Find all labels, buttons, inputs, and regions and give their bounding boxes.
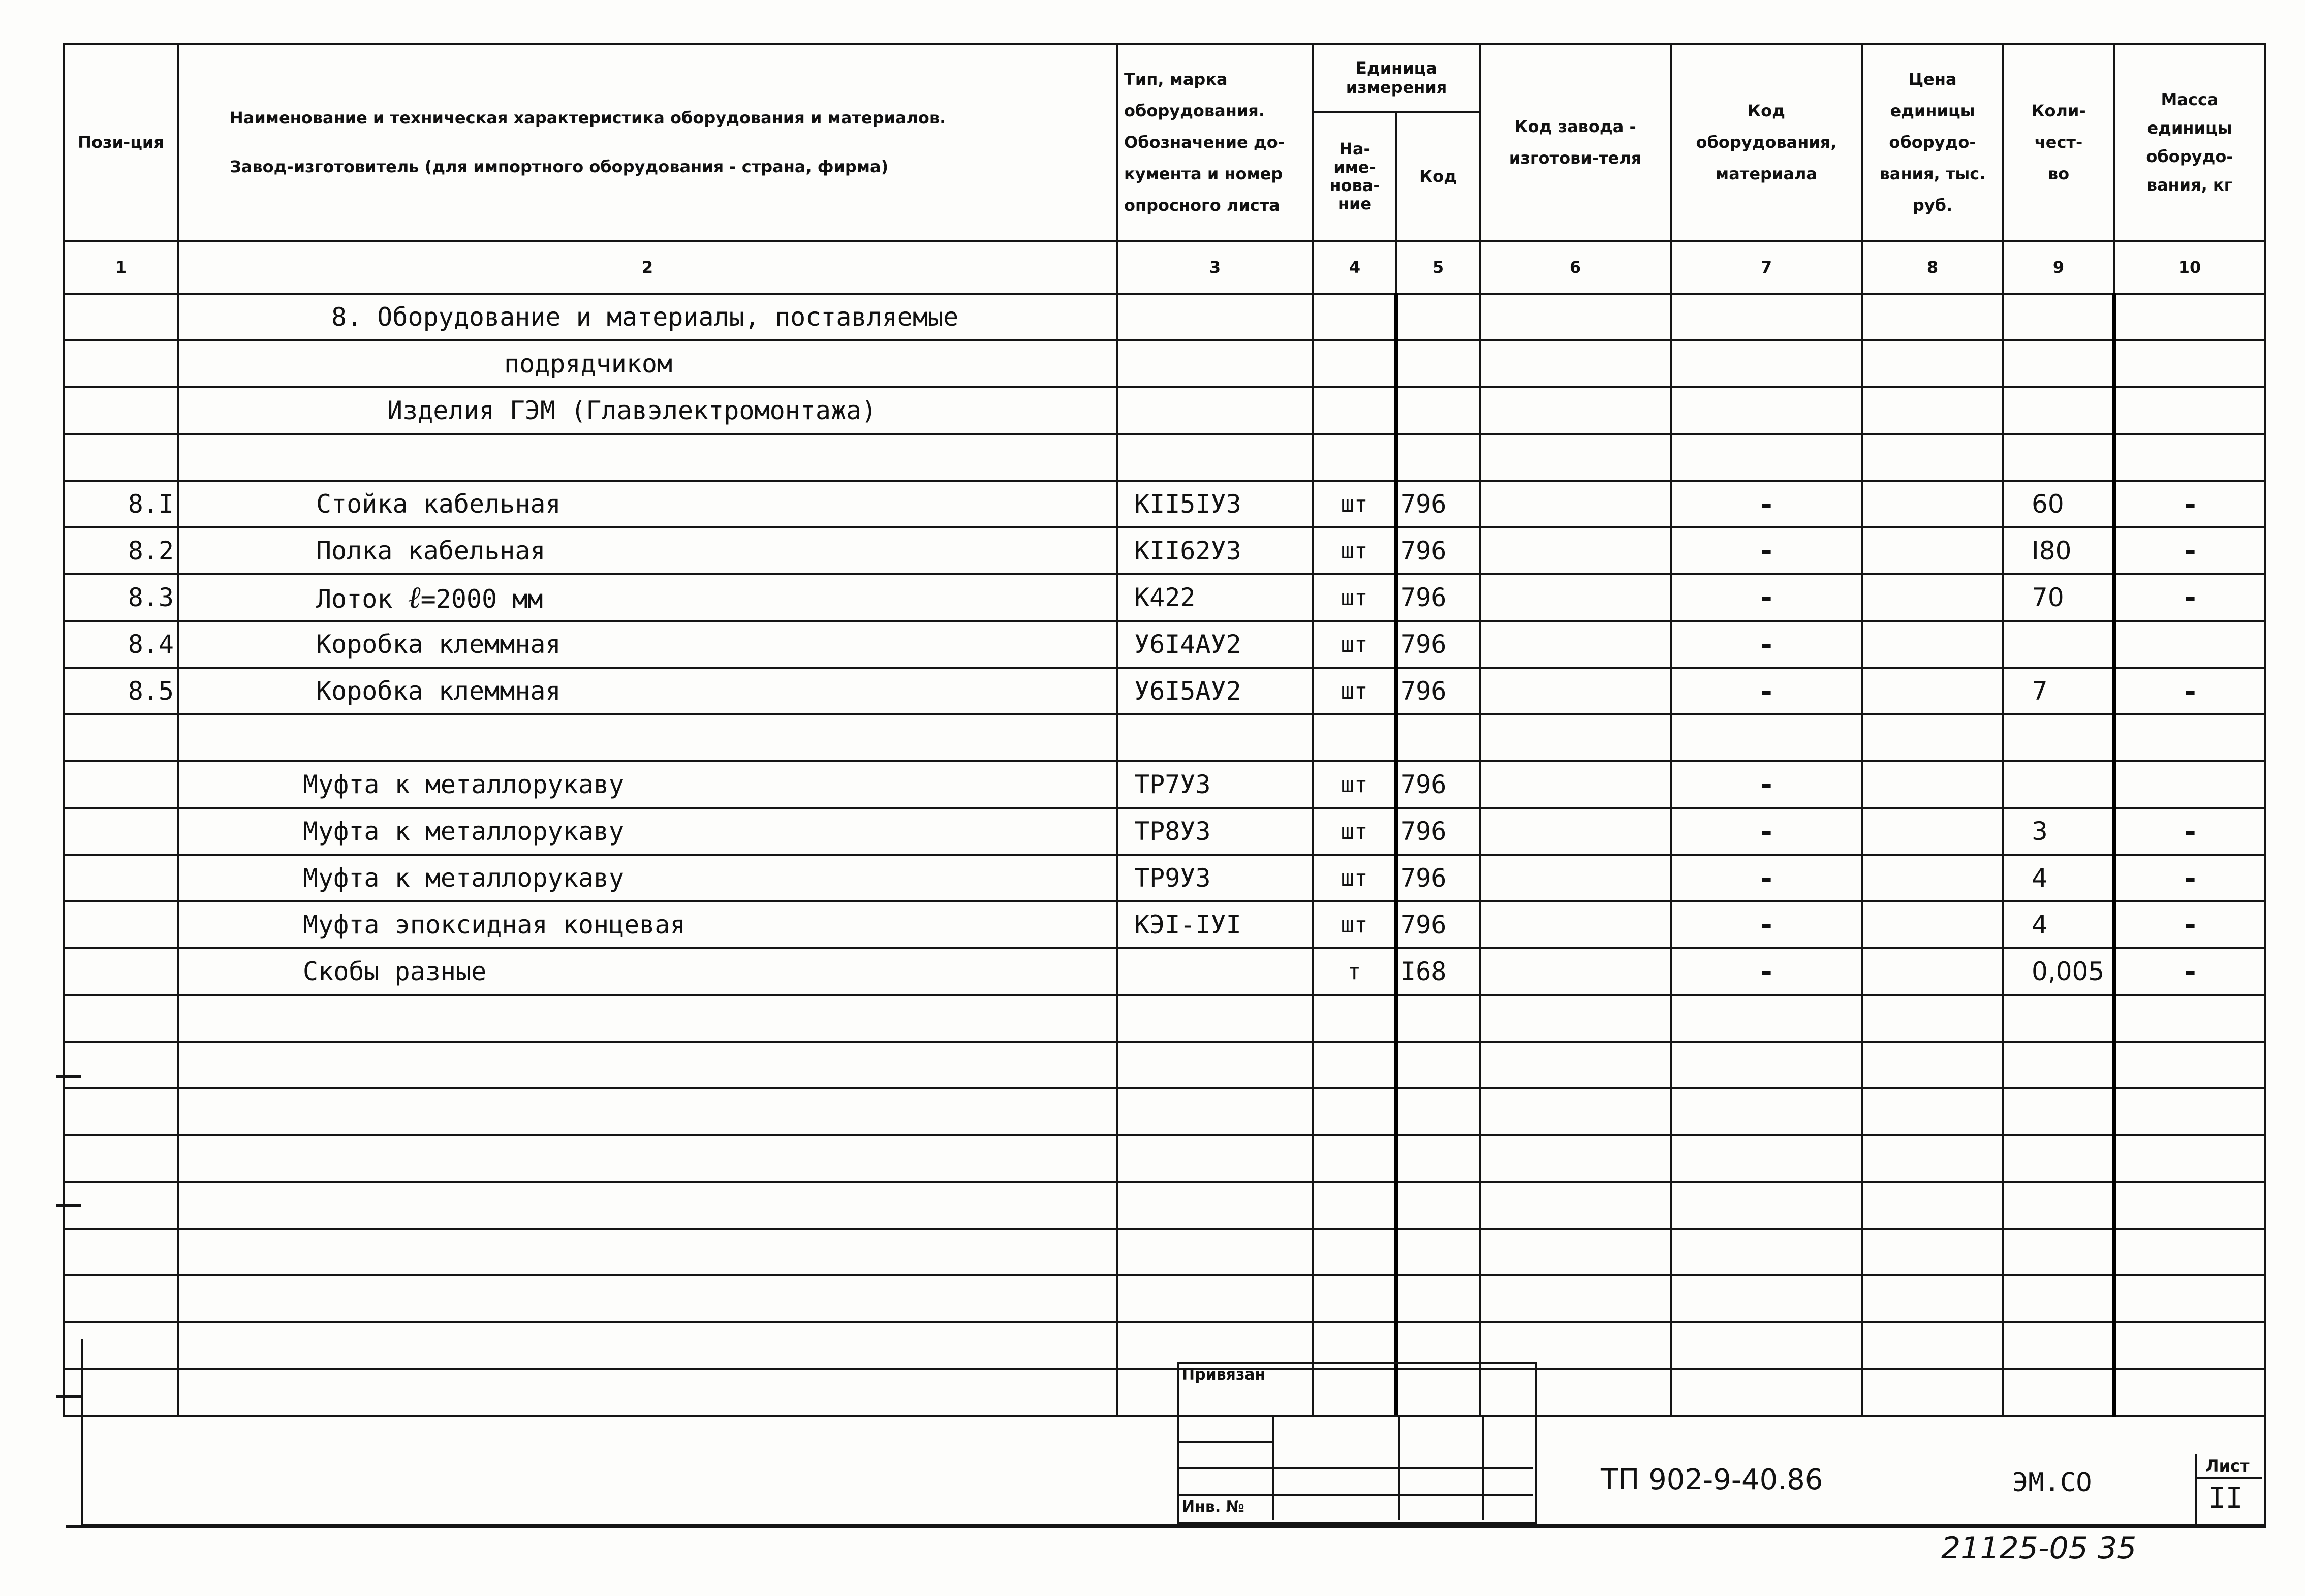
row-quantity: 60 [2003, 481, 2114, 527]
row-name: Коробка клеммная [178, 621, 1117, 668]
sheet-number: II [2208, 1482, 2243, 1515]
header-unit-code: Код [1396, 112, 1480, 241]
row-type: ТР7У3 [1117, 761, 1313, 808]
specification-table [63, 43, 2266, 1417]
row-unit: шт [1313, 808, 1396, 855]
section-title-line2: подрядчиком [178, 340, 1117, 387]
row-equip-code: - [1671, 621, 1862, 668]
empty-row [64, 1088, 2265, 1135]
row-name [178, 574, 1117, 621]
table-row [64, 808, 2265, 855]
row-equip-code: - [1671, 855, 1862, 901]
section-row [64, 340, 2265, 387]
empty-row [64, 434, 2265, 481]
row-unit: шт [1313, 481, 1396, 527]
sheet-divider [2195, 1477, 2262, 1479]
row-mass: - [2114, 527, 2265, 574]
header-type: Тип, марка оборудования. Обозначение до-кумента и номер опросного листа [1117, 44, 1313, 241]
title-block-frame [81, 1339, 2266, 1527]
row-unit-code: 796 [1396, 761, 1480, 808]
row-type: У6I5АУ2 [1117, 668, 1313, 714]
row-unit-code: 796 [1396, 481, 1480, 527]
row-quantity: 4 [2003, 855, 2114, 901]
col-num: 5 [1396, 241, 1480, 294]
section-title-line1: 8. Оборудование и материалы, поставляемые [178, 294, 1117, 340]
row-quantity: 0,005 [2003, 948, 2114, 995]
col-num: 2 [178, 241, 1117, 294]
header-name [178, 44, 1117, 241]
row-unit: т [1313, 948, 1396, 995]
empty-row [64, 1135, 2265, 1182]
row-name: Коробка клеммная [178, 668, 1117, 714]
row-equip-code: - [1671, 527, 1862, 574]
row-quantity [2003, 761, 2114, 808]
row-position: 8.4 [64, 621, 178, 668]
margin-tick [56, 1075, 81, 1078]
row-mass: - [2114, 855, 2265, 901]
col-num: 3 [1117, 241, 1313, 294]
row-type: КII5IУ3 [1117, 481, 1313, 527]
row-name: Стойка кабельная [178, 481, 1117, 527]
row-equip-code: - [1671, 901, 1862, 948]
row-quantity: 70 [2003, 574, 2114, 621]
table-row [64, 527, 2265, 574]
document-code: ТП 902-9-40.86 [1601, 1463, 1823, 1496]
header-position: Пози-ция [64, 44, 178, 241]
row-quantity: 4 [2003, 901, 2114, 948]
row-type: КЭI-IУI [1117, 901, 1313, 948]
document-section: ЭМ.СО [2012, 1467, 2092, 1498]
row-quantity: 7 [2003, 668, 2114, 714]
sheet-label: Лист [2205, 1456, 2250, 1476]
row-type: У6I4АУ2 [1117, 621, 1313, 668]
row-mass: - [2114, 574, 2265, 621]
table-row [64, 761, 2265, 808]
row-unit-code: 796 [1396, 808, 1480, 855]
col-num: 8 [1862, 241, 2003, 294]
empty-row [64, 1042, 2265, 1088]
row-position: 8.I [64, 481, 178, 527]
archive-number: 21125-05 35 [1941, 1530, 2137, 1566]
row-equip-code: - [1671, 761, 1862, 808]
row-unit: шт [1313, 527, 1396, 574]
row-equip-code: - [1671, 668, 1862, 714]
col-num: 9 [2003, 241, 2114, 294]
column-number-row [64, 241, 2265, 294]
row-mass: - [2114, 901, 2265, 948]
section-row [64, 294, 2265, 340]
row-name: Полка кабельная [178, 527, 1117, 574]
row-mass: - [2114, 481, 2265, 527]
header-unit: Единица измерения [1313, 44, 1480, 112]
margin-tick [56, 1395, 81, 1398]
table-row [64, 621, 2265, 668]
row-mass: - [2114, 948, 2265, 995]
row-type: КII62У3 [1117, 527, 1313, 574]
table-row [64, 855, 2265, 901]
row-mass [2114, 621, 2265, 668]
row-name-prefix: Лоток [316, 584, 408, 614]
row-mass: - [2114, 668, 2265, 714]
row-type: ТР9У3 [1117, 855, 1313, 901]
header-name-line2: Завод-изготовитель (для импортного оборудования - страна, фирма) [230, 157, 889, 176]
header-price: Цена единицы оборудо-вания, тыс. руб. [1862, 44, 2003, 241]
col-num: 7 [1671, 241, 1862, 294]
col-num: 10 [2114, 241, 2265, 294]
table-row [64, 668, 2265, 714]
row-type: ТР8У3 [1117, 808, 1313, 855]
row-unit-code: 796 [1396, 855, 1480, 901]
row-name: Муфта эпоксидная концевая [178, 901, 1117, 948]
row-unit-code: 796 [1396, 574, 1480, 621]
row-quantity: 3 [2003, 808, 2114, 855]
row-position: 8.3 [64, 574, 178, 621]
empty-row [64, 1275, 2265, 1322]
empty-row [64, 1182, 2265, 1229]
row-unit-code: 796 [1396, 901, 1480, 948]
row-unit: шт [1313, 901, 1396, 948]
row-equip-code: - [1671, 481, 1862, 527]
header-quantity: Коли-чест-во [2003, 44, 2114, 241]
header-unit-name: На-име-нова-ние [1313, 112, 1396, 241]
header-mass: Масса единицы оборудо-вания, кг [2114, 44, 2265, 241]
row-unit: шт [1313, 761, 1396, 808]
empty-row [64, 995, 2265, 1042]
header-equip-code: Код оборудования, материала [1671, 44, 1862, 241]
row-position: 8.2 [64, 527, 178, 574]
header-name-line1: Наименование и техническая характеристика оборудования и материалов. [230, 108, 946, 128]
row-equip-code: - [1671, 808, 1862, 855]
inventory-label: Инв. № [1182, 1498, 1244, 1516]
row-quantity [2003, 621, 2114, 668]
frame-baseline [66, 1525, 2266, 1528]
table-row [64, 574, 2265, 621]
row-type [1117, 948, 1313, 995]
section-subtitle: Изделия ГЭМ (Главэлектромонтажа) [178, 387, 1117, 434]
table-row [64, 901, 2265, 948]
row-quantity: I80 [2003, 527, 2114, 574]
col-num: 4 [1313, 241, 1396, 294]
row-equip-code: - [1671, 948, 1862, 995]
row-unit-code: 796 [1396, 668, 1480, 714]
section-row [64, 387, 2265, 434]
row-mass: - [2114, 808, 2265, 855]
length-symbol: ℓ [408, 580, 421, 615]
row-position: 8.5 [64, 668, 178, 714]
header-maker-code: Код завода - изготови-теля [1480, 44, 1671, 241]
empty-row [64, 714, 2265, 761]
row-equip-code: - [1671, 574, 1862, 621]
row-name: Муфта к металлорукаву [178, 761, 1117, 808]
row-unit: шт [1313, 574, 1396, 621]
table-row [64, 948, 2265, 995]
row-mass [2114, 761, 2265, 808]
row-unit-code: 796 [1396, 621, 1480, 668]
row-unit: шт [1313, 855, 1396, 901]
row-unit-code: I68 [1396, 948, 1480, 995]
linked-stamp [1177, 1362, 1537, 1524]
margin-tick [56, 1204, 81, 1207]
row-unit: шт [1313, 668, 1396, 714]
row-unit: шт [1313, 621, 1396, 668]
row-type: К422 [1117, 574, 1313, 621]
row-unit-code: 796 [1396, 527, 1480, 574]
row-name-suffix: =2000 мм [420, 584, 543, 614]
empty-row [64, 1229, 2265, 1275]
row-name: Муфта к металлорукаву [178, 855, 1117, 901]
table-row [64, 481, 2265, 527]
col-num: 1 [64, 241, 178, 294]
row-name: Скобы разные [178, 948, 1117, 995]
linked-label: Привязан [1182, 1366, 1266, 1384]
row-name: Муфта к металлорукаву [178, 808, 1117, 855]
col-num: 6 [1480, 241, 1671, 294]
